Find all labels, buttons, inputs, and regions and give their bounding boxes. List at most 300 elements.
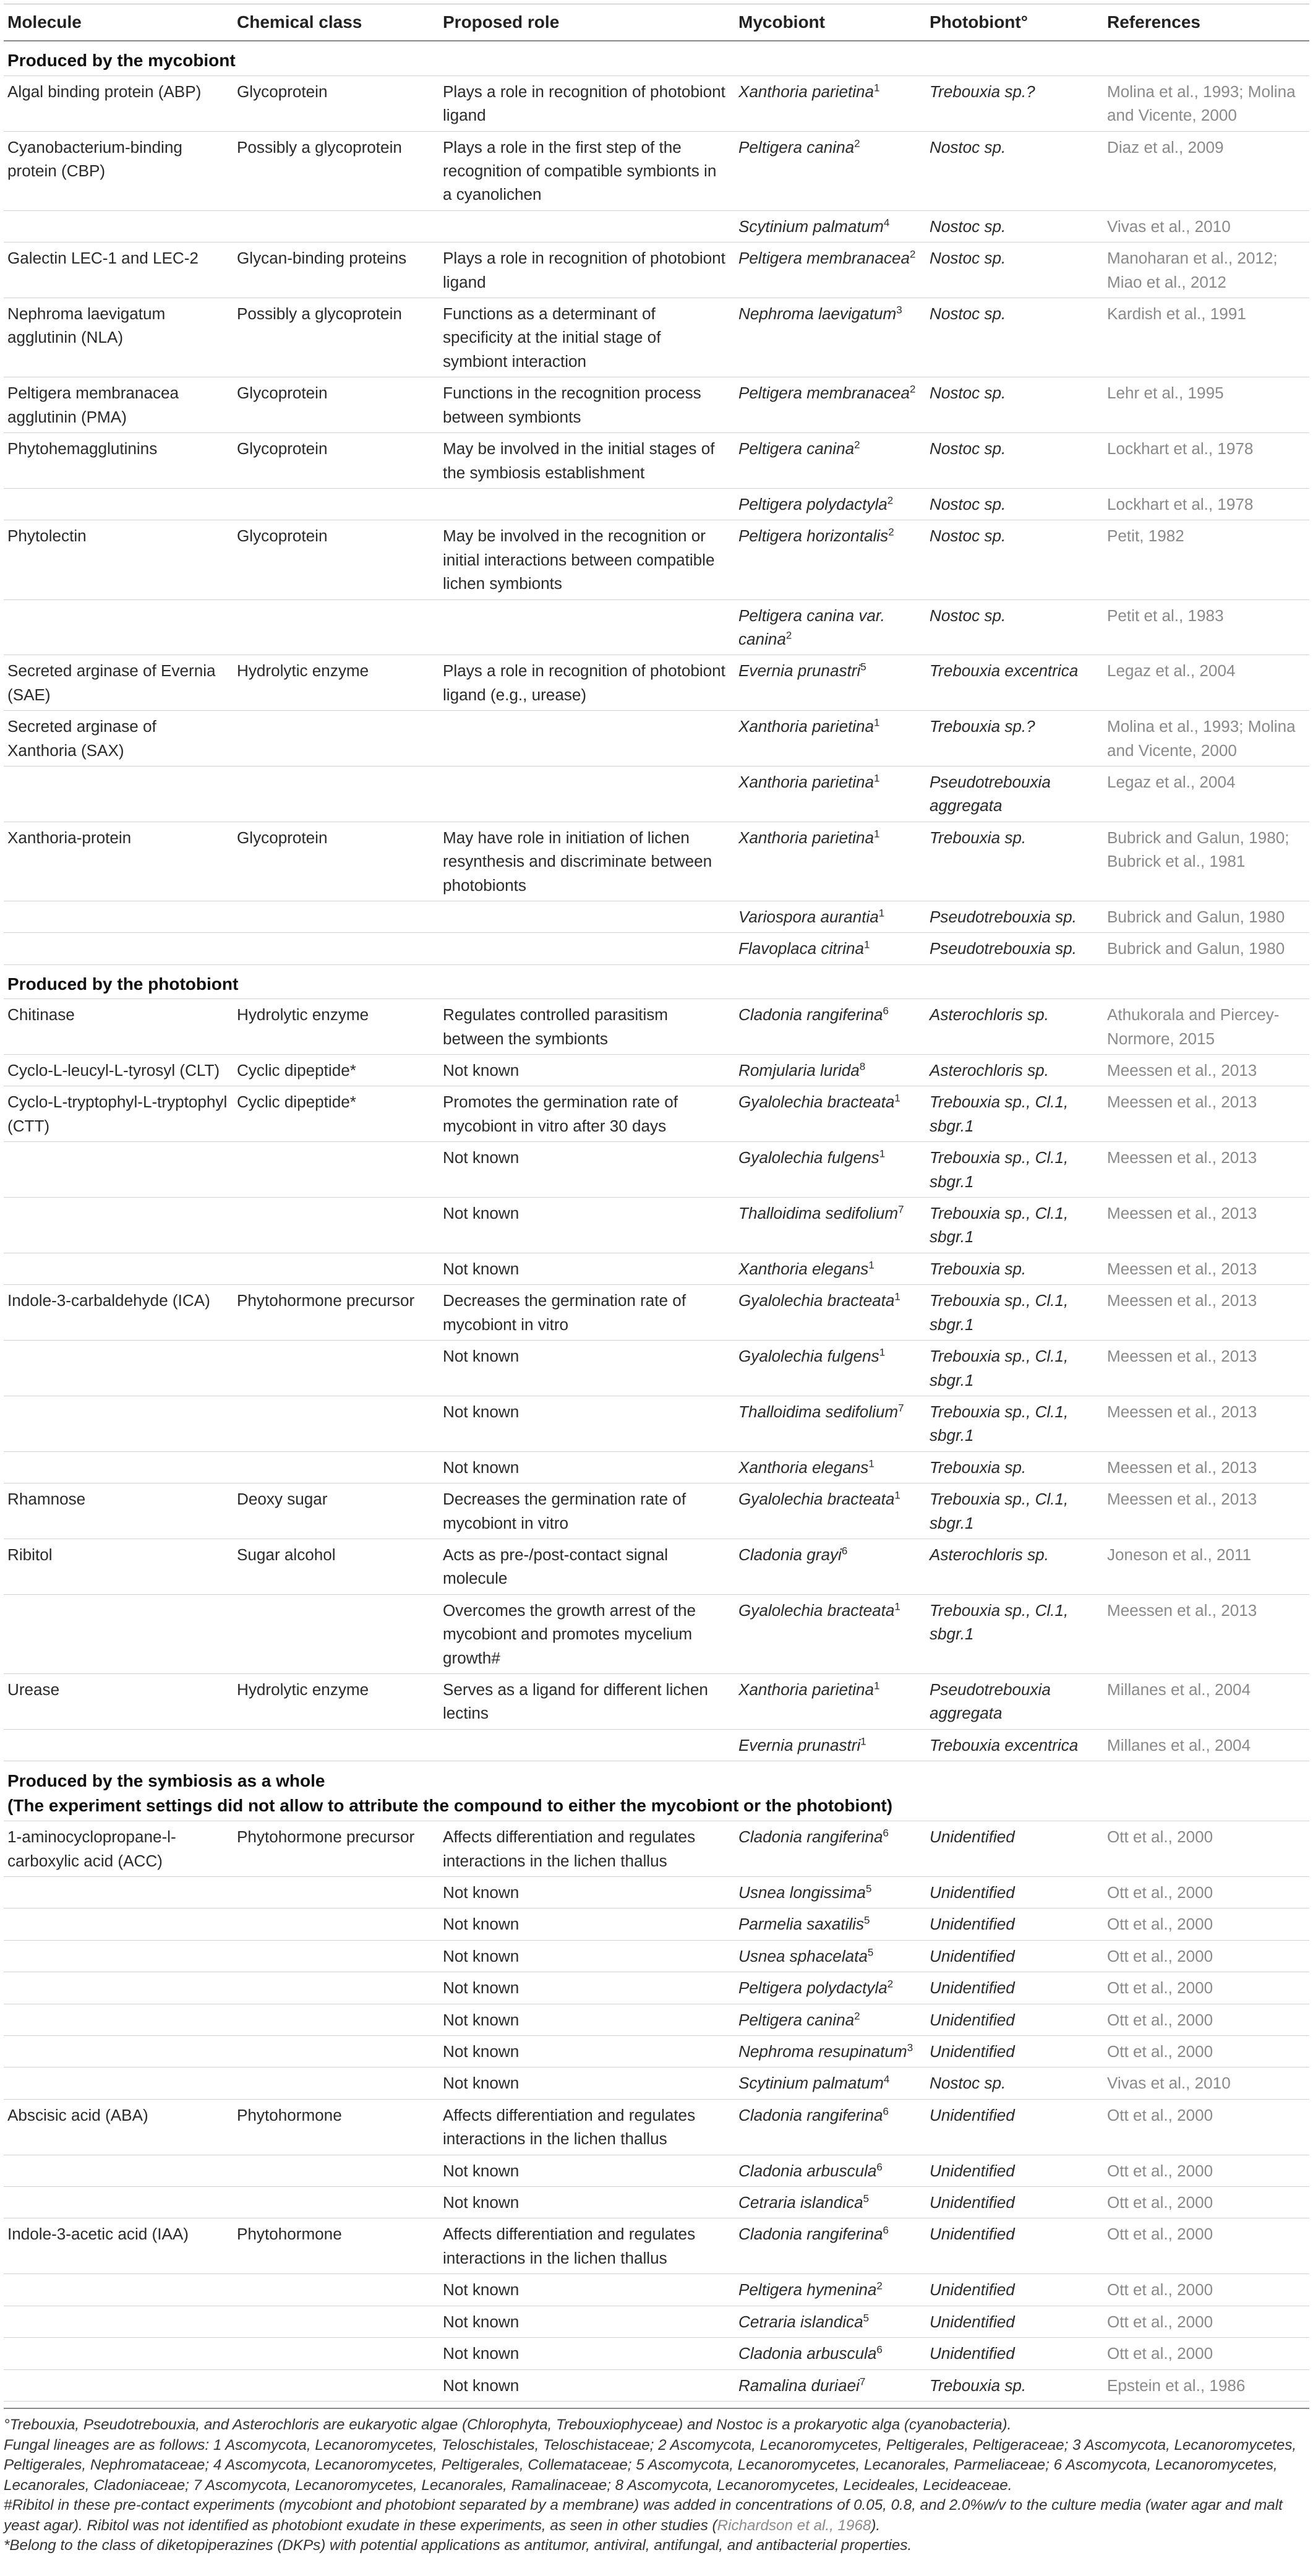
cell-photobiont-text: Trebouxia sp. [930, 2376, 1027, 2395]
cell-molecule [4, 2187, 233, 2218]
cell-references-text[interactable]: Ott et al., 2000 [1107, 2344, 1213, 2363]
cell-references-text[interactable]: Lockhart et al., 1978 [1107, 439, 1254, 458]
cell-proposed-role-text: Plays a role in recognition of photobiont ligand [443, 82, 725, 125]
cell-photobiont [926, 75, 1103, 131]
cell-molecule [4, 377, 233, 433]
lineage-superscript: 1 [868, 1259, 875, 1271]
cell-chemical-class [233, 1594, 439, 1673]
cell-references [1103, 822, 1309, 901]
cell-mycobiont [735, 433, 926, 489]
cell-photobiont-text: Trebouxia sp., Cl.1, sbgr.1 [930, 1402, 1069, 1445]
cell-proposed-role-text: Not known [443, 1946, 520, 1965]
cell-references-text[interactable]: Meessen et al., 2013 [1107, 1402, 1257, 1421]
cell-photobiont [926, 766, 1103, 822]
cell-references-text[interactable]: Ott et al., 2000 [1107, 2280, 1213, 2299]
cell-mycobiont [735, 520, 926, 599]
cell-proposed-role-text: Not known [443, 2312, 520, 2331]
cell-chemical-class-text: Sugar alcohol [237, 1545, 336, 1564]
cell-references [1103, 1055, 1309, 1086]
cell-molecule [4, 2155, 233, 2186]
cell-references-text[interactable]: Meessen et al., 2013 [1107, 1259, 1257, 1278]
lineage-superscript: 3 [907, 2041, 913, 2054]
cell-proposed-role-text: Not known [443, 1204, 520, 1223]
cell-mycobiont-text: Cetraria islandica [738, 2193, 863, 2212]
cell-mycobiont [735, 2067, 926, 2099]
table-row [4, 488, 1309, 520]
cell-chemical-class-text: Phytohormone precursor [237, 1291, 415, 1310]
cell-mycobiont [735, 1198, 926, 1253]
lineage-superscript: 4 [883, 2073, 890, 2085]
cell-references [1103, 1086, 1309, 1142]
cell-photobiont [926, 901, 1103, 933]
cell-molecule [4, 75, 233, 131]
cell-molecule [4, 933, 233, 964]
table-row [4, 933, 1309, 964]
cell-references-text[interactable]: Vivas et al., 2010 [1107, 217, 1231, 236]
cell-chemical-class [233, 377, 439, 433]
cell-references-text[interactable]: Vivas et al., 2010 [1107, 2074, 1231, 2093]
cell-molecule [4, 1539, 233, 1594]
cell-mycobiont [735, 2187, 926, 2218]
cell-proposed-role [439, 1673, 735, 1729]
cell-references-text[interactable]: Petit, 1982 [1107, 526, 1184, 546]
cell-mycobiont [735, 2369, 926, 2401]
cell-references [1103, 520, 1309, 599]
cell-mycobiont-text: Gyalolechia bracteata [738, 1093, 895, 1112]
cell-references-text[interactable]: Ott et al., 2000 [1107, 1978, 1213, 1998]
cell-proposed-role-text: Not known [443, 1148, 520, 1167]
cell-mycobiont-text: Thalloidima sedifolium [738, 1402, 899, 1421]
header-photobiont: Photobiont° [926, 4, 1103, 41]
cell-references [1103, 377, 1309, 433]
table-row [4, 2306, 1309, 2337]
cell-mycobiont-text: Xanthoria parietina [738, 828, 875, 847]
lineage-superscript: 1 [894, 1600, 900, 1613]
cell-references-text[interactable]: Ott et al., 2000 [1107, 1946, 1213, 1965]
cell-photobiont [926, 711, 1103, 766]
cell-references [1103, 2306, 1309, 2337]
cell-proposed-role [439, 75, 735, 131]
cell-chemical-class [233, 243, 439, 298]
cell-references-text[interactable]: Joneson et al., 2011 [1107, 1545, 1252, 1564]
cell-proposed-role-text: Not known [443, 1061, 520, 1080]
cell-references-text[interactable]: Diaz et al., 2009 [1107, 137, 1224, 157]
cell-photobiont [926, 1594, 1103, 1673]
cell-photobiont [926, 1729, 1103, 1761]
cell-mycobiont [735, 75, 926, 131]
table-header-row [4, 4, 1309, 41]
cell-mycobiont-text: Cladonia rangiferina [738, 1005, 883, 1024]
table-row [4, 520, 1309, 599]
cell-photobiont-text: Nostoc sp. [930, 606, 1006, 625]
cell-molecule [4, 1451, 233, 1483]
table-row [4, 1940, 1309, 1972]
cell-references-text[interactable]: Ott et al., 2000 [1107, 2193, 1213, 2212]
cell-proposed-role-text: Not known [443, 2074, 520, 2093]
cell-mycobiont [735, 2036, 926, 2067]
cell-mycobiont-text: Peltigera canina [738, 2010, 855, 2029]
cell-photobiont-text: Unidentified [930, 2344, 1015, 2363]
cell-molecule [4, 766, 233, 822]
cell-mycobiont-text: Nephroma laevigatum [738, 304, 897, 324]
cell-proposed-role [439, 2004, 735, 2035]
cell-chemical-class-text: Glycan-binding proteins [237, 249, 407, 268]
cell-references-text[interactable]: Millanes et al., 2004 [1107, 1735, 1251, 1754]
cell-references-text[interactable]: Ott et al., 2000 [1107, 2161, 1213, 2180]
cell-molecule [4, 1142, 233, 1198]
cell-proposed-role-text: Not known [443, 2193, 520, 2212]
cell-proposed-role [439, 131, 735, 210]
cell-mycobiont-text: Cetraria islandica [738, 2312, 863, 2331]
cell-proposed-role [439, 520, 735, 599]
cell-references-text[interactable]: Meessen et al., 2013 [1107, 1291, 1257, 1310]
cell-proposed-role [439, 2306, 735, 2337]
section-title-cell [4, 41, 1309, 75]
lineage-superscript: 1 [879, 1346, 886, 1359]
cell-proposed-role [439, 433, 735, 489]
cell-chemical-class [233, 766, 439, 822]
cell-references-text[interactable]: Ott et al., 2000 [1107, 2312, 1213, 2331]
cell-proposed-role-text: Not known [443, 1978, 520, 1998]
cell-molecule [4, 901, 233, 933]
cell-photobiont-text: Pseudotrebouxia aggregata [930, 1680, 1051, 1723]
table-row [4, 2099, 1309, 2155]
cell-mycobiont-text: Cladonia rangiferina [738, 2105, 883, 2124]
cell-references [1103, 433, 1309, 489]
table-row [4, 433, 1309, 489]
cell-references-text[interactable]: Meessen et al., 2013 [1107, 1458, 1257, 1477]
cell-photobiont [926, 1908, 1103, 1940]
cell-references-text[interactable]: Meessen et al., 2013 [1107, 1490, 1257, 1509]
cell-photobiont [926, 2067, 1103, 2099]
lineage-superscript: 6 [876, 2160, 883, 2173]
cell-photobiont [926, 1940, 1103, 1972]
cell-mycobiont-text: Evernia prunastri [738, 1735, 861, 1754]
cell-molecule [4, 2369, 233, 2401]
cell-molecule [4, 1285, 233, 1341]
cell-mycobiont [735, 298, 926, 377]
cell-references-text[interactable]: Meessen et al., 2013 [1107, 1204, 1257, 1223]
cell-molecule [4, 599, 233, 655]
cell-proposed-role [439, 1594, 735, 1673]
header-references: References [1103, 4, 1309, 41]
cell-photobiont-text: Trebouxia sp., Cl.1, sbgr.1 [930, 1490, 1069, 1532]
cell-proposed-role [439, 999, 735, 1055]
cell-photobiont-text: Trebouxia sp. [930, 1458, 1027, 1477]
cell-molecule [4, 2338, 233, 2369]
cell-mycobiont [735, 1539, 926, 1594]
cell-proposed-role-text: Affects differentiation and regulates interactions in the lichen thallus [443, 1827, 696, 1870]
cell-references-text[interactable]: Meessen et al., 2013 [1107, 1347, 1257, 1366]
cell-mycobiont-text: Scytinium palmatum [738, 2074, 884, 2093]
lichen-molecules-table [4, 4, 1309, 2402]
cell-references-text[interactable]: Meessen et al., 2013 [1107, 1600, 1257, 1620]
cell-references-text[interactable]: Molina et al., 1993; Molina and Vicente, 2000 [1107, 717, 1296, 760]
cell-photobiont [926, 488, 1103, 520]
cell-references-text[interactable]: Lockhart et al., 1978 [1107, 494, 1254, 513]
cell-references-text[interactable]: Ott et al., 2000 [1107, 2010, 1213, 2029]
cell-proposed-role [439, 2155, 735, 2186]
cell-proposed-role-text: Regulates controlled parasitism between the symbionts [443, 1005, 669, 1048]
cell-molecule [4, 1908, 233, 1940]
table-row [4, 2338, 1309, 2369]
cell-chemical-class [233, 1940, 439, 1972]
cell-photobiont-text: Nostoc sp. [930, 494, 1006, 513]
cell-references-text[interactable]: Athukorala and Piercey-Normore, 2015 [1107, 1005, 1280, 1048]
cell-mycobiont [735, 599, 926, 655]
lineage-superscript: 1 [874, 1680, 880, 1692]
cell-chemical-class-text: Cyclic dipeptide* [237, 1061, 356, 1080]
cell-proposed-role [439, 901, 735, 933]
cell-proposed-role [439, 377, 735, 433]
cell-references [1103, 2099, 1309, 2155]
section-header-row [4, 964, 1309, 998]
cell-mycobiont [735, 1908, 926, 1940]
table-row [4, 1086, 1309, 1142]
cell-photobiont-text: Nostoc sp. [930, 249, 1006, 268]
cell-photobiont-text: Unidentified [930, 1883, 1015, 1902]
cell-photobiont [926, 1142, 1103, 1198]
cell-proposed-role [439, 1341, 735, 1396]
cell-proposed-role [439, 298, 735, 377]
cell-photobiont [926, 2036, 1103, 2067]
cell-molecule [4, 1673, 233, 1729]
lineage-superscript: 7 [898, 1402, 904, 1414]
cell-photobiont [926, 520, 1103, 599]
footnote-ribitol-text-a: #Ribitol in these pre-contact experiments (mycobiont and photobiont separated by a membrane) was added in concentrations of 0.05, 0.8, and 2.0%w/v to the culture media (water agar and malt yeast agar). Ribitol was not identified as photobiont exudate in these experiments, as seen in other studies ( [4, 2497, 1283, 2534]
cell-proposed-role [439, 1285, 735, 1341]
cell-chemical-class [233, 711, 439, 766]
lineage-superscript: 2 [910, 383, 916, 395]
cell-proposed-role-text: Not known [443, 1458, 520, 1477]
cell-references [1103, 1253, 1309, 1284]
cell-proposed-role [439, 655, 735, 711]
cell-mycobiont [735, 131, 926, 210]
cell-photobiont-text: Nostoc sp. [930, 439, 1006, 458]
cell-references-text[interactable]: Meessen et al., 2013 [1107, 1061, 1257, 1080]
cell-photobiont [926, 1198, 1103, 1253]
cell-proposed-role [439, 1877, 735, 1908]
table-body [4, 41, 1309, 2401]
lineage-superscript: 3 [896, 304, 902, 316]
cell-proposed-role-text: Not known [443, 2010, 520, 2029]
cell-molecule [4, 488, 233, 520]
cell-mycobiont-text: Peltigera canina [738, 439, 855, 458]
cell-photobiont-text: Trebouxia sp., Cl.1, sbgr.1 [930, 1347, 1069, 1389]
cell-references [1103, 1539, 1309, 1594]
cell-proposed-role [439, 711, 735, 766]
cell-mycobiont [735, 1940, 926, 1972]
cell-molecule [4, 999, 233, 1055]
header-mycobiont: Mycobiont [735, 4, 926, 41]
cell-references [1103, 298, 1309, 377]
cell-chemical-class [233, 2274, 439, 2306]
table-row [4, 75, 1309, 131]
cell-references [1103, 1877, 1309, 1908]
cell-references-text[interactable]: Kardish et al., 1991 [1107, 304, 1246, 324]
table-row [4, 1253, 1309, 1284]
cell-references [1103, 655, 1309, 711]
table-row [4, 2155, 1309, 2186]
footnotes [4, 2408, 1309, 2556]
cell-chemical-class [233, 1142, 439, 1198]
cell-references-text[interactable]: Meessen et al., 2013 [1107, 1148, 1257, 1167]
table-row [4, 1396, 1309, 1451]
cell-proposed-role [439, 2274, 735, 2306]
cell-chemical-class-text: Hydrolytic enzyme [237, 1680, 369, 1699]
cell-mycobiont [735, 822, 926, 901]
cell-proposed-role-text: Decreases the germination rate of mycobiont in vitro [443, 1490, 686, 1532]
cell-photobiont [926, 131, 1103, 210]
cell-mycobiont-text: Peltigera canina var. canina [738, 606, 885, 648]
cell-photobiont [926, 999, 1103, 1055]
cell-mycobiont-text: Gyalolechia bracteata [738, 1600, 895, 1620]
cell-photobiont [926, 2274, 1103, 2306]
cell-proposed-role [439, 2338, 735, 2369]
cell-photobiont [926, 933, 1103, 964]
cell-chemical-class-text: Hydrolytic enzyme [237, 1005, 369, 1024]
cell-molecule [4, 1055, 233, 1086]
cell-mycobiont-text: Peltigera hymenina [738, 2280, 877, 2299]
table-row [4, 999, 1309, 1055]
lineage-superscript: 2 [887, 494, 894, 507]
cell-chemical-class [233, 933, 439, 964]
lineage-superscript: 2 [854, 137, 860, 149]
cell-molecule-text: Rhamnose [7, 1490, 86, 1509]
cell-references-text[interactable]: Legaz et al., 2004 [1107, 661, 1236, 680]
cell-molecule [4, 1972, 233, 2004]
cell-mycobiont-text: Peltigera canina [738, 137, 855, 157]
cell-mycobiont-text: Variospora aurantia [738, 908, 879, 926]
cell-references-text[interactable]: Ott et al., 2000 [1107, 2105, 1213, 2124]
cell-photobiont-text: Asterochloris sp. [930, 1005, 1049, 1024]
cell-references-text[interactable]: Legaz et al., 2004 [1107, 772, 1236, 791]
cell-photobiont [926, 1055, 1103, 1086]
cell-molecule-text: 1-aminocyclopropane-l-carboxylic acid (ACC) [7, 1827, 176, 1870]
cell-references [1103, 2274, 1309, 2306]
cell-references-text[interactable]: Ott et al., 2000 [1107, 1915, 1213, 1934]
cell-proposed-role [439, 933, 735, 964]
cell-mycobiont [735, 488, 926, 520]
cell-photobiont-text: Trebouxia sp., Cl.1, sbgr.1 [930, 1148, 1069, 1191]
cell-chemical-class-text: Cyclic dipeptide* [237, 1093, 356, 1112]
lineage-superscript: 1 [864, 938, 870, 951]
cell-molecule-text: Algal binding protein (ABP) [7, 82, 202, 101]
cell-molecule [4, 1877, 233, 1908]
cell-mycobiont [735, 1055, 926, 1086]
cell-references-text[interactable]: Petit et al., 1983 [1107, 606, 1224, 625]
cell-photobiont-text: Pseudotrebouxia sp. [930, 939, 1077, 958]
cell-photobiont-text: Unidentified [930, 1978, 1015, 1998]
header-proposed-role: Proposed role [439, 4, 735, 41]
cell-photobiont-text: Trebouxia sp., Cl.1, sbgr.1 [930, 1600, 1069, 1644]
cell-chemical-class [233, 599, 439, 655]
cell-molecule [4, 2099, 233, 2155]
cell-photobiont-text: Nostoc sp. [930, 526, 1006, 546]
lineage-superscript: 1 [878, 907, 885, 919]
cell-references [1103, 1285, 1309, 1341]
cell-molecule-text: Chitinase [7, 1005, 75, 1024]
cell-proposed-role [439, 599, 735, 655]
cell-photobiont [926, 1086, 1103, 1142]
cell-references-text[interactable]: Ott et al., 2000 [1107, 1827, 1213, 1847]
cell-chemical-class [233, 1908, 439, 1940]
cell-photobiont [926, 1972, 1103, 2004]
cell-mycobiont-text: Peltigera polydactyla [738, 1978, 887, 1998]
cell-mycobiont-text: Gyalolechia fulgens [738, 1347, 879, 1366]
cell-references-text[interactable]: Bubrick and Galun, 1980; Bubrick et al., 1981 [1107, 828, 1289, 871]
section-title-cell [4, 964, 1309, 998]
cell-references-text[interactable]: Ott et al., 2000 [1107, 1883, 1213, 1902]
cell-proposed-role-text: Not known [443, 2161, 520, 2180]
cell-molecule [4, 822, 233, 901]
cell-chemical-class [233, 1055, 439, 1086]
table-row [4, 711, 1309, 766]
cell-mycobiont-text: Xanthoria elegans [738, 1259, 869, 1278]
section-header-row [4, 1761, 1309, 1821]
table-row [4, 2218, 1309, 2274]
cell-chemical-class-text: Glycoprotein [237, 439, 328, 458]
cell-photobiont-text: Unidentified [930, 2161, 1015, 2180]
lineage-superscript: 6 [841, 1545, 848, 1557]
cell-molecule-text: Indole-3-acetic acid (IAA) [7, 2225, 189, 2244]
cell-photobiont [926, 1341, 1103, 1396]
cell-mycobiont-text: Thalloidima sedifolium [738, 1204, 899, 1223]
cell-references-text[interactable]: Bubrick and Galun, 1980 [1107, 908, 1285, 926]
lineage-superscript: 1 [874, 82, 880, 94]
cell-photobiont-text: Nostoc sp. [930, 137, 1006, 157]
cell-mycobiont-text: Gyalolechia bracteata [738, 1490, 895, 1509]
cell-molecule [4, 298, 233, 377]
cell-proposed-role [439, 1908, 735, 1940]
cell-proposed-role [439, 1821, 735, 1877]
footnote-ribitol-citation[interactable]: Richardson et al., 1968 [717, 2517, 871, 2534]
lineage-superscript: 5 [865, 1883, 872, 1895]
cell-references-text[interactable]: Millanes et al., 2004 [1107, 1680, 1251, 1699]
cell-chemical-class [233, 1539, 439, 1594]
footnote-ribitol [4, 2496, 1309, 2536]
lineage-superscript: 7 [859, 2375, 866, 2387]
cell-mycobiont [735, 1086, 926, 1142]
cell-proposed-role [439, 1396, 735, 1451]
cell-references-text[interactable]: Epstein et al., 1986 [1107, 2376, 1246, 2395]
lineage-superscript: 1 [894, 1092, 900, 1104]
cell-molecule [4, 1729, 233, 1761]
table-row [4, 210, 1309, 242]
cell-molecule [4, 1594, 233, 1673]
cell-molecule [4, 1483, 233, 1539]
cell-photobiont [926, 1821, 1103, 1877]
cell-chemical-class [233, 488, 439, 520]
cell-proposed-role [439, 1086, 735, 1142]
cell-chemical-class [233, 655, 439, 711]
cell-references-text[interactable]: Lehr et al., 1995 [1107, 384, 1224, 403]
cell-references-text[interactable]: Bubrick and Galun, 1980 [1107, 939, 1285, 958]
cell-proposed-role-text: Not known [443, 1347, 520, 1366]
cell-references-text[interactable]: Ott et al., 2000 [1107, 2225, 1213, 2244]
cell-references-text[interactable]: Molina et al., 1993; Molina and Vicente, 2000 [1107, 82, 1296, 125]
cell-references-text[interactable]: Meessen et al., 2013 [1107, 1093, 1257, 1112]
cell-references-text[interactable]: Manoharan et al., 2012; Miao et al., 2012 [1107, 249, 1278, 291]
cell-proposed-role-text: Overcomes the growth arrest of the mycobiont and promotes mycelium growth# [443, 1600, 696, 1667]
cell-proposed-role-text: Serves as a ligand for different lichen lectins [443, 1680, 708, 1723]
cell-proposed-role [439, 488, 735, 520]
cell-references-text[interactable]: Ott et al., 2000 [1107, 2042, 1213, 2061]
section-title-cell [4, 1761, 1309, 1821]
cell-proposed-role [439, 1972, 735, 2004]
cell-chemical-class [233, 901, 439, 933]
cell-proposed-role-text: Promotes the germination rate of mycobiont in vitro after 30 days [443, 1093, 678, 1135]
